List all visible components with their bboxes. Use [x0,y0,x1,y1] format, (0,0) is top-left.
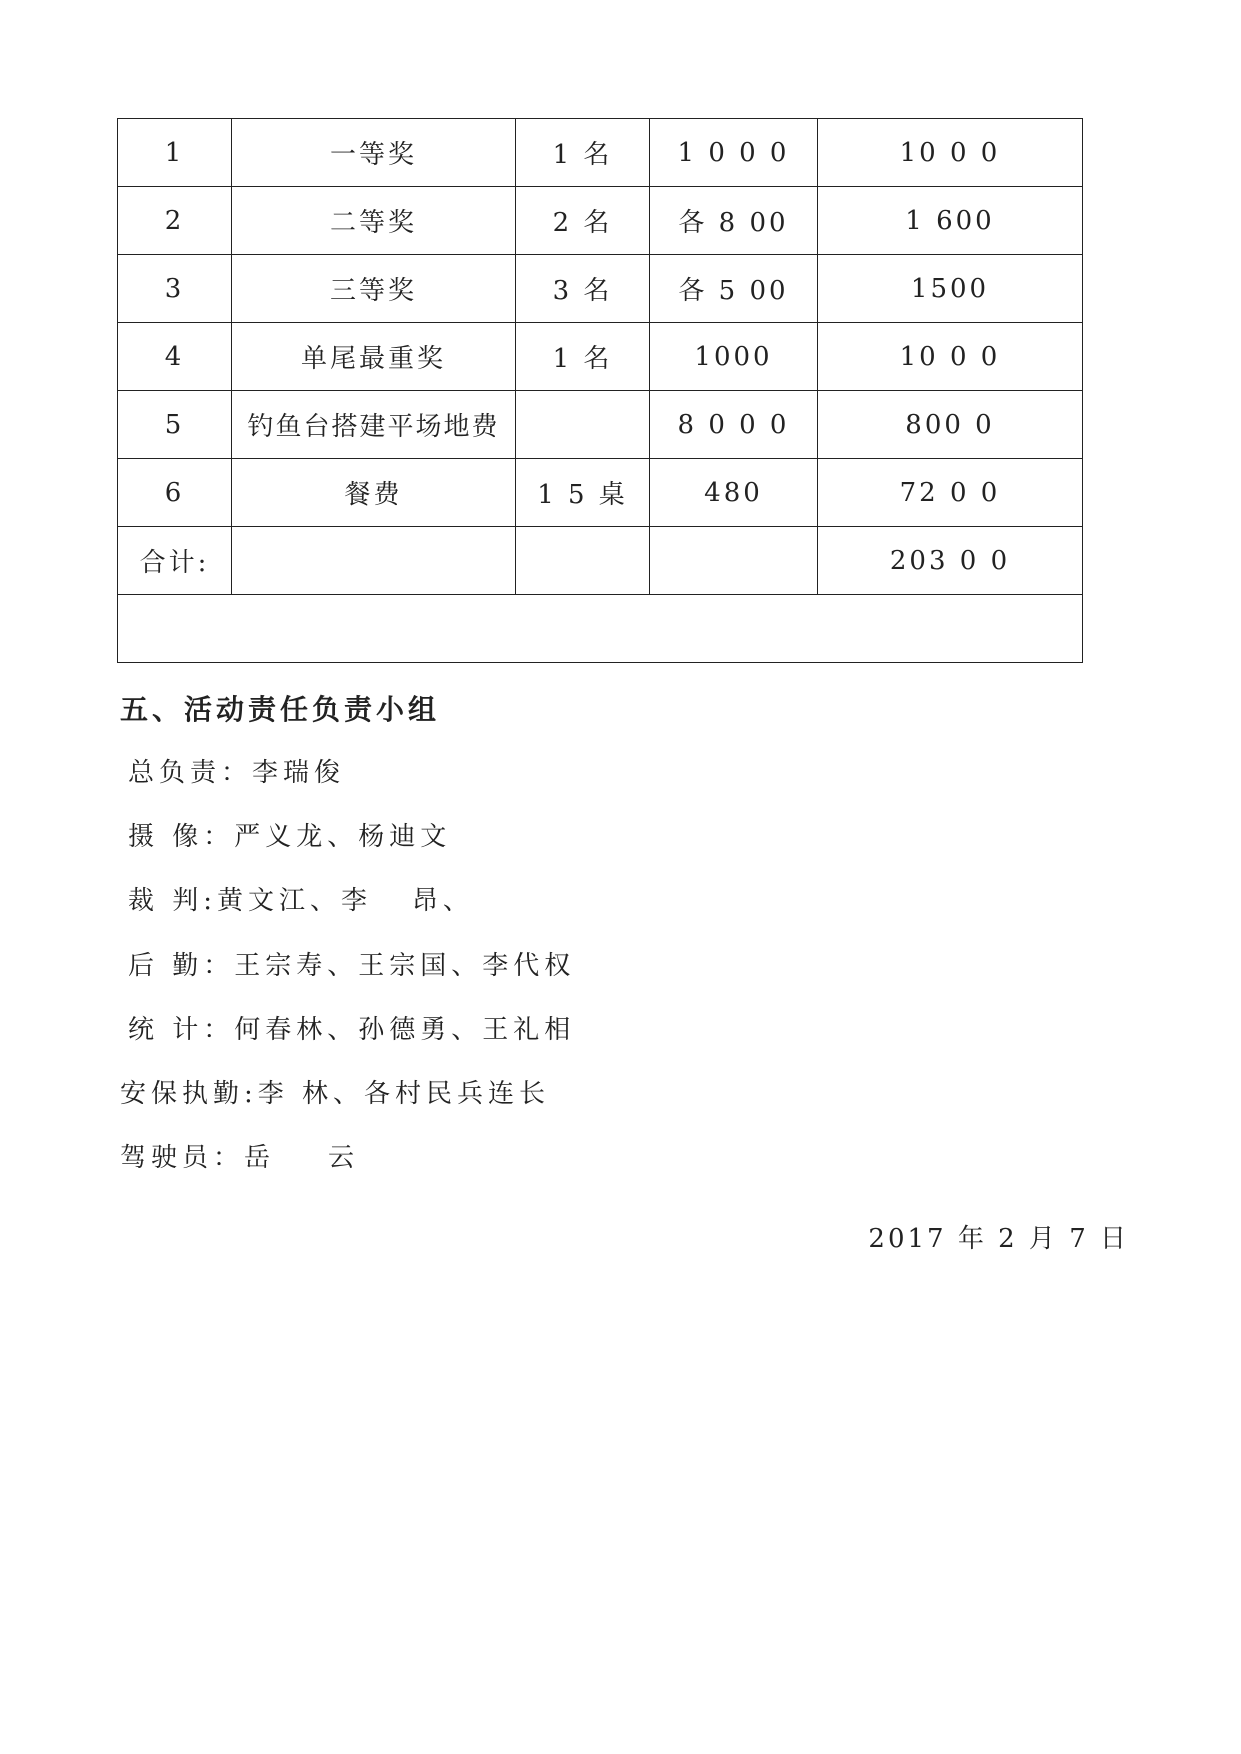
item-unit-price: 8 0 0 0 [650,391,818,459]
item-quantity: 3 名 [516,255,650,323]
document-date: 2017 年 2 月 7 日 [868,1224,1129,1254]
grand-total: 203 0 0 [818,527,1083,595]
item-unit-price: 各 8 00 [650,187,818,255]
blank-row [118,595,1083,663]
item-name: 钓鱼台搭建平场地费 [232,391,516,459]
item-total: 10 0 0 [818,323,1083,391]
item-unit-price: 各 5 00 [650,255,818,323]
total-row [118,527,1083,595]
row-number: 5 [118,391,232,459]
item-total: 800 0 [818,391,1083,459]
item-unit-price: 1000 [650,323,818,391]
row-number: 2 [118,187,232,255]
item-name: 一等奖 [232,119,516,187]
staff-driver: 驾驶员：岳 云 [120,1143,360,1173]
table-row [118,459,1083,527]
empty-cell [516,527,650,595]
table-row [118,187,1083,255]
item-name: 单尾最重奖 [232,323,516,391]
item-unit-price: 480 [650,459,818,527]
empty-cell [232,527,516,595]
blank-cell [118,595,1083,663]
item-total: 10 0 0 [818,119,1083,187]
item-unit-price: 1 0 0 0 [650,119,818,187]
table-row [118,255,1083,323]
staff-lead: 总负责：李瑞俊 [128,758,346,788]
row-number: 4 [118,323,232,391]
item-quantity [516,391,650,459]
item-quantity: 1 5 桌 [516,459,650,527]
section-heading: 五、活动责任负责小组 [120,693,441,726]
empty-cell [650,527,818,595]
item-quantity: 1 名 [516,119,650,187]
table-row [118,119,1083,187]
row-number: 1 [118,119,232,187]
row-number: 3 [118,255,232,323]
item-name: 餐费 [232,459,516,527]
staff-security: 安保执勤:李 林、各村民兵连长 [120,1079,551,1109]
item-total: 1 600 [818,187,1083,255]
table-row [118,391,1083,459]
item-total: 72 0 0 [818,459,1083,527]
table-row [118,323,1083,391]
staff-referee: 裁 判:黄文江、李 昂、 [128,886,474,916]
item-name: 二等奖 [232,187,516,255]
item-total: 1500 [818,255,1083,323]
staff-statistics: 统 计：何春林、孙德勇、王礼相 [128,1015,576,1045]
staff-logistics: 后 勤：王宗寿、王宗国、李代权 [128,951,576,981]
total-label: 合计: [118,527,232,595]
item-name: 三等奖 [232,255,516,323]
row-number: 6 [118,459,232,527]
budget-table [117,118,1083,663]
item-quantity: 2 名 [516,187,650,255]
item-quantity: 1 名 [516,323,650,391]
staff-camera: 摄 像：严义龙、杨迪文 [128,822,452,852]
